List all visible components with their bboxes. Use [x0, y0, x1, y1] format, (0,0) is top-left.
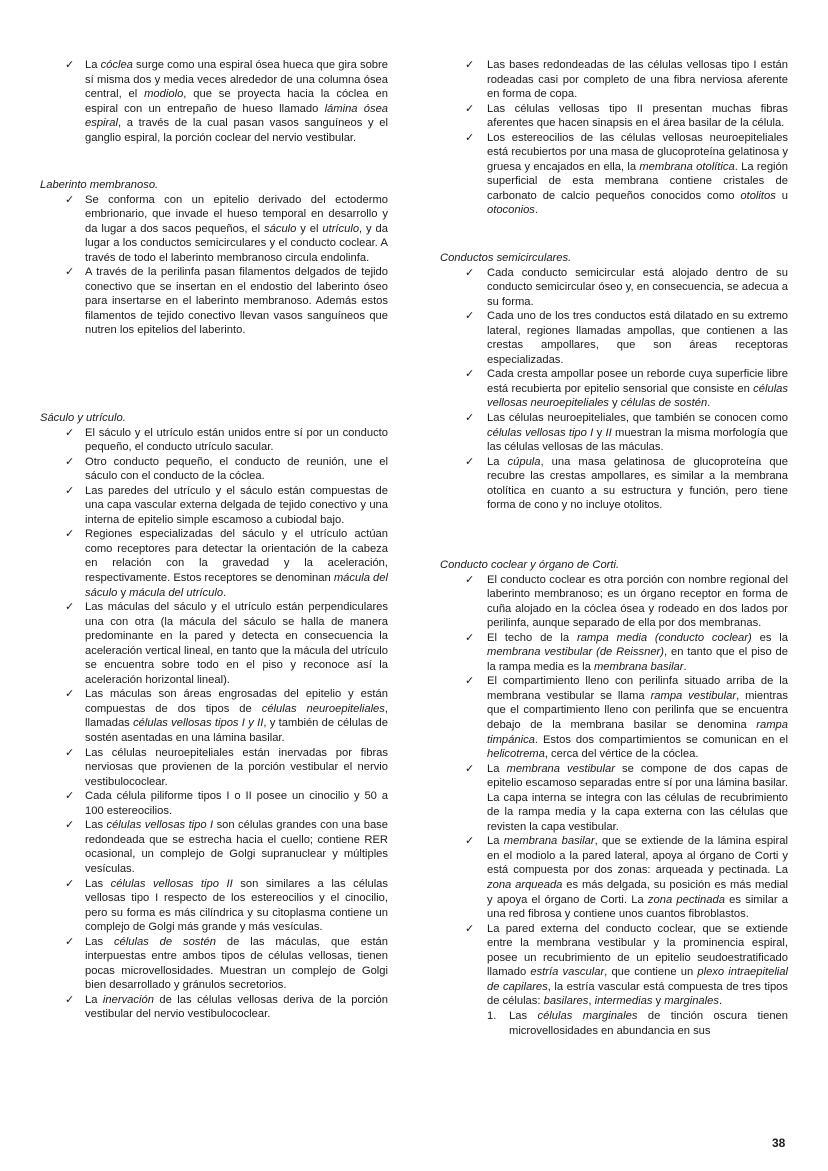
list-item	[440, 131, 788, 218]
text-segment: La	[487, 455, 508, 468]
checkmark-icon: ✓	[465, 412, 475, 425]
list-item	[440, 834, 788, 921]
text-segment: Cada uno de los tres conductos está dilatado en su extremo lateral, regiones llamadas ampollas, que contienen a las crestas ampollares, que son áreas receptoras especializadas.	[487, 310, 788, 366]
text-segment: .	[223, 586, 227, 599]
list-item	[440, 58, 788, 102]
text-segment: . Estos dos compartimientos se comunican en el	[534, 733, 788, 746]
checkmark-icon: ✓	[465, 573, 475, 586]
list-item	[440, 631, 788, 675]
text-segment: es la	[751, 631, 788, 644]
emphasized-term: membrana vestibular	[506, 762, 615, 775]
emphasized-term: lámina ósea espiral	[85, 102, 389, 130]
cochlea-list	[40, 58, 388, 145]
emphasized-term: estría vascular	[530, 966, 605, 979]
text-segment: .	[718, 995, 723, 1008]
text-segment: de tinción oscura tienen microvellosidades en abundancia en sus	[509, 1009, 789, 1037]
text-segment: Cada célula piliforme tipos I o II posee un cinocilio y 50 a 100 estereocilios.	[85, 790, 388, 817]
text-segment: , mientras que el compartimiento lleno con perilinfa que se encuentra debajo de la membrana basilar se denomina	[487, 689, 788, 732]
text-segment: Las bases redondeadas de las células vellosas tipo I están rodeadas casi por completo de una fibra nerviosa aferente en forma de copa.	[487, 59, 788, 101]
list-item	[40, 455, 388, 484]
text-segment: Las máculas son áreas engrosadas del epitelio y están compuestas de dos tipos de	[85, 688, 388, 715]
text-segment: Los estereocilios de las células vellosas neuroepiteliales está recubiertos por una masa de glucoproteína gelatinosa y gruesa y encajados en ella, la	[487, 131, 788, 173]
text-segment: ,	[588, 995, 595, 1008]
emphasized-term: mácula del utrículo	[129, 586, 224, 599]
checkmark-icon: ✓	[465, 675, 475, 688]
text-segment: y	[652, 995, 665, 1008]
text-segment: La	[487, 835, 504, 848]
section-heading-laberinto: Laberinto membranoso.	[40, 179, 159, 191]
laberinto-section	[40, 178, 388, 338]
text-segment: . La región superficial de esta membrana contiene cristales de carbonato de calcio pequeños conocidos como	[487, 160, 788, 202]
emphasized-term: membrana vestibular (de Reissner)	[487, 646, 664, 659]
text-segment: se compone de dos capas de epitelio escamoso separadas entre sí por una lámina basilar. La capa interna se integra con las células de recubrimiento de la rampa media y la capa externa con las células que revisten la capa vestibular.	[487, 762, 788, 833]
text-segment: .	[707, 397, 711, 410]
text-segment: de las células vellosas deriva de la porción vestibular del nervio vestibulococlear.	[85, 993, 388, 1021]
text-segment: , la estría vascular está compuesta de tres tipos de células:	[487, 980, 788, 1008]
text-segment: , y da lugar a los conductos semicirculares y el conducto coclear. A través de todo el laberinto membranoso circula endolinfa.	[85, 222, 388, 264]
checkmark-icon: ✓	[465, 266, 475, 279]
list-item	[440, 102, 788, 131]
text-segment: Las células neuroepiteliales están inervadas por fibras nerviosas que provienen de la porción vestibular el nervio vestibulococlear.	[85, 746, 388, 788]
text-segment: Las	[85, 877, 111, 890]
checkmark-icon: ✓	[65, 59, 75, 71]
checkmark-icon: ✓	[465, 762, 475, 775]
checkmark-icon: ✓	[465, 368, 475, 381]
emphasized-term: zona pectinada	[647, 893, 725, 906]
list-item	[40, 687, 388, 745]
emphasized-term: células vellosas tipo I	[106, 819, 214, 832]
checkmark-icon: ✓	[465, 59, 475, 71]
numbered-item	[487, 1009, 788, 1038]
emphasized-term: cóclea	[100, 59, 133, 71]
emphasized-term: células de sostén	[620, 397, 708, 410]
list-item	[40, 789, 388, 818]
emphasized-term: II	[605, 426, 612, 439]
text-segment: Las	[85, 819, 107, 832]
text-segment: .	[534, 204, 539, 217]
list-item	[40, 527, 388, 600]
section-heading-coclear: Conducto coclear y órgano de Corti.	[440, 559, 620, 571]
checkmark-icon: ✓	[65, 426, 75, 439]
text-segment: La pared externa del conducto coclear, que se extiende entre la membrana vestibular y la prominencia espiral, posee un recubrimiento de un epitelio seudoestratificado llamado	[487, 922, 788, 979]
emphasized-term: zona arqueada	[487, 879, 563, 892]
numbered-sublist	[440, 1009, 788, 1038]
checkmark-icon: ✓	[65, 688, 75, 701]
text-segment: u	[775, 189, 788, 202]
text-segment: .	[683, 660, 687, 673]
list-item	[40, 193, 388, 266]
section-heading-saculo: Sáculo y utrículo.	[40, 412, 126, 424]
emphasized-term: células neuroepiteliales	[261, 702, 385, 715]
text-segment: A través de la perilinfa pasan filamentos delgados de tejido conectivo que se insertan en el endostio del laberinto óseo para insertarse en el laberinto membranoso. Además estos filamentos de tejido conectivo llevan vasos sanguíneos que nutren los epitelios del laberinto.	[85, 266, 388, 337]
emphasized-term: células marginales	[537, 1009, 638, 1022]
checkmark-icon: ✓	[465, 835, 475, 848]
emphasized-term: modiolo	[144, 88, 184, 101]
emphasized-term: basilares	[543, 995, 589, 1008]
item-text	[509, 1010, 788, 1037]
list-item	[40, 935, 388, 993]
text-segment: Las células vellosas tipo II presentan muchas fibras aferentes que hacen sinapsis en el área basilar de la célula.	[487, 102, 788, 130]
list-item	[40, 58, 388, 145]
emphasized-term: células vellosas neuroepiteliales	[487, 382, 788, 410]
checkmark-icon: ✓	[465, 455, 475, 468]
emphasized-term: intermedias	[594, 995, 653, 1008]
text-segment: El compartimiento lleno con perilinfa situado arriba de la membrana vestibular se llama	[487, 675, 788, 702]
checkmark-icon: ✓	[65, 528, 75, 541]
list-item	[440, 922, 788, 1009]
list-item	[40, 993, 388, 1022]
list-item	[440, 674, 788, 761]
text-segment: es similar a una red fibrosa y contiene unos cuantos fibroblastos.	[487, 893, 789, 921]
text-segment: Las células neuroepiteliales, que también se conocen como	[487, 412, 788, 425]
text-segment: Las máculas del sáculo y el utrículo están perpendiculares una con otra (la mácula del sáculo se halla de manera predominante en la pared y detecta en consecuencia la aceleración vertical lineal, en tanto que la mácula del utrículo se encuentra sobre todo en el piso y reconoce así la aceleración horizontal lineal).	[85, 601, 388, 686]
text-segment: es más delgada, su posición es más medial y apoya el órgano de Corti. La	[487, 879, 788, 906]
text-segment: Regiones especializadas del sáculo y el utrículo actúan como receptores para detectar la orientación de la cabeza en relación con la gravedad y la aceleración, respectivamente. Estos receptores se denominan	[85, 528, 388, 585]
text-segment: y	[117, 586, 130, 599]
coclear-list	[440, 573, 788, 1009]
list-item	[40, 877, 388, 935]
saculo-section	[40, 411, 388, 1022]
emphasized-term: rampa vestibular	[650, 689, 737, 702]
laberinto-list	[40, 193, 388, 338]
text-segment: Las paredes del utrículo y el sáculo están compuestas de una capa vascular externa delgada de tejido conectivo y una interna de epitelio simple escamoso a cubiodal bajo.	[85, 484, 388, 526]
text-segment: , que se extiende de la lámina espiral en el modiolo a la pared lateral, apoya al órgano de Corti y está compuesta por dos zonas: arqueada y pectinada. La	[487, 835, 788, 877]
list-item	[440, 309, 788, 367]
emphasized-term: células de sostén	[113, 935, 216, 948]
emphasized-term: otolitos	[740, 189, 776, 202]
text-segment: y	[593, 426, 606, 439]
list-item	[440, 411, 788, 455]
conductos-section	[440, 251, 788, 513]
conductos-list	[440, 266, 788, 513]
list-item	[440, 266, 788, 310]
text-segment: El sáculo y el utrículo están unidos entre sí por un conducto pequeño, el conducto utrículo sacular.	[85, 426, 388, 454]
emphasized-term: sáculo	[264, 222, 297, 235]
checkmark-icon: ✓	[65, 746, 75, 759]
emphasized-term: cúpula	[507, 455, 541, 468]
emphasized-term: células vellosas tipo II	[110, 877, 233, 890]
emphasized-term: células vellosas tipo I	[487, 426, 594, 439]
text-segment: de las máculas, que están interpuestas entre ambos tipos de células vellosas, tienen pocas microvellosidades. Muestran un complejo de Golgi bien desarrollado y gránulos secretorios.	[85, 935, 388, 992]
emphasized-term: membrana basilar	[593, 660, 684, 673]
coclear-section	[440, 558, 788, 1038]
list-item	[40, 600, 388, 687]
text-segment: , en tanto que el piso de la rampa media es la	[487, 646, 788, 673]
text-segment: , que contiene un	[604, 966, 698, 979]
checkmark-icon: ✓	[465, 310, 475, 323]
left-column	[40, 58, 388, 145]
text-segment: , a través de la cual pasan vasos sanguíneos y el ganglio espiral, la porción coclear del nervio vestibular.	[85, 117, 388, 144]
list-item	[40, 484, 388, 528]
checkmark-icon: ✓	[465, 131, 475, 144]
checkmark-icon: ✓	[65, 993, 75, 1006]
text-segment: , llamadas	[85, 702, 388, 730]
text-segment: Otro conducto pequeño, el conducto de reunión, une el sáculo con el conducto de la cóclea.	[85, 455, 388, 483]
text-segment: La	[85, 993, 103, 1006]
emphasized-term: mácula del sáculo	[85, 572, 388, 599]
checkmark-icon: ✓	[65, 877, 75, 890]
text-segment: Las	[85, 935, 114, 948]
emphasized-term: utrículo	[322, 222, 360, 235]
list-item	[40, 746, 388, 790]
list-item	[40, 265, 388, 338]
list-item	[440, 762, 788, 835]
checkmark-icon: ✓	[65, 484, 75, 497]
text-segment: La	[487, 762, 507, 775]
text-segment: surge como una espiral ósea hueca que gira sobre sí misma dos y media veces alrededor de una columna ósea central, el	[85, 59, 388, 101]
text-segment: y el	[296, 222, 323, 235]
list-item	[440, 455, 788, 513]
right-column	[440, 58, 788, 218]
emphasized-term: marginales	[664, 995, 719, 1008]
text-segment: son similares a las células vellosas tipo I respecto de los estereocilios y el cinocilio, pero su forma es más cilíndrica y su citoplasma contiene un complejo de Golgi más grande y más vesículas.	[85, 877, 388, 934]
text-segment: Las	[509, 1009, 538, 1022]
text-segment: La	[85, 59, 101, 71]
checkmark-icon: ✓	[65, 455, 75, 468]
checkmark-icon: ✓	[65, 790, 75, 803]
text-segment: son células grandes con una base redondeada que se estrecha hacia el cuello; contiene RER ocasional, un complejo de Golgi supranuclear y múltiples vesículas.	[85, 819, 388, 875]
text-segment: , una masa gelatinosa de glucoproteína que recubre las crestas ampollares, es similar a la membrana otolítica en cuanto a su estructura y función, pero tiene forma de cono y no incluye otolitos.	[487, 455, 788, 512]
emphasized-term: inervación	[102, 993, 154, 1006]
list-item	[40, 818, 388, 876]
checkmark-icon: ✓	[65, 266, 75, 279]
checkmark-icon: ✓	[65, 601, 75, 614]
saculo-list	[40, 426, 388, 1022]
checkmark-icon: ✓	[465, 631, 475, 644]
list-item	[40, 426, 388, 455]
checkmark-icon: ✓	[465, 922, 475, 935]
text-segment: , cerca del vértice de la cóclea.	[544, 748, 699, 761]
checkmark-icon: ✓	[65, 935, 75, 948]
text-segment: , y también de células de sostén asentadas en una lámina basilar.	[85, 717, 388, 745]
emphasized-term: rampa media (conducto coclear)	[576, 631, 752, 644]
text-segment: El techo de la	[487, 631, 577, 644]
text-segment: El conducto coclear es otra porción con nombre regional del laberinto membranoso; es un órgano receptor en forma de cuña alojado en la cóclea ósea y rodeado en dos lados por perilinfa, aunque separado de ella por dos membranas.	[487, 573, 788, 630]
text-segment: y	[608, 397, 621, 410]
emphasized-term: membrana basilar	[503, 835, 595, 848]
text-segment: Cada conducto semicircular está alojado dentro de su conducto semicircular óseo y, en consecuencia, se adecua a su forma.	[487, 266, 788, 308]
text-segment: muestran la misma morfología que las células vellosas de las máculas.	[487, 426, 788, 454]
list-item	[440, 367, 788, 411]
emphasized-term: células vellosas tipos I y II	[133, 717, 264, 730]
checkmark-icon: ✓	[65, 193, 75, 206]
emphasized-term: rampa timpánica	[487, 719, 788, 746]
emphasized-term: otoconios	[487, 204, 535, 217]
text-segment: Cada cresta ampollar posee un reborde cuya superficie libre está recubierta por epitelio sensorial que consiste en	[487, 368, 788, 395]
vellosas-list	[440, 58, 788, 218]
checkmark-icon: ✓	[465, 102, 475, 115]
item-number: 1.	[487, 1009, 497, 1022]
emphasized-term: helicotrema	[487, 748, 545, 761]
emphasized-term: membrana otolítica	[639, 160, 735, 173]
checkmark-icon: ✓	[65, 819, 75, 832]
emphasized-term: plexo intraepitelial de capilares	[487, 966, 788, 993]
section-heading-conductos: Conductos semicirculares.	[440, 252, 572, 264]
text-segment: , que se proyecta hacia la cóclea en espiral con un entrepaño de hueso llamado	[85, 88, 388, 115]
page-number: 38	[772, 1136, 786, 1150]
text-segment: Se conforma con un epitelio derivado del ectodermo embrionario, que invade el hueso temporal en desarrollo y da lugar a dos sacos pequeños, el	[85, 193, 388, 235]
list-item	[440, 573, 788, 631]
